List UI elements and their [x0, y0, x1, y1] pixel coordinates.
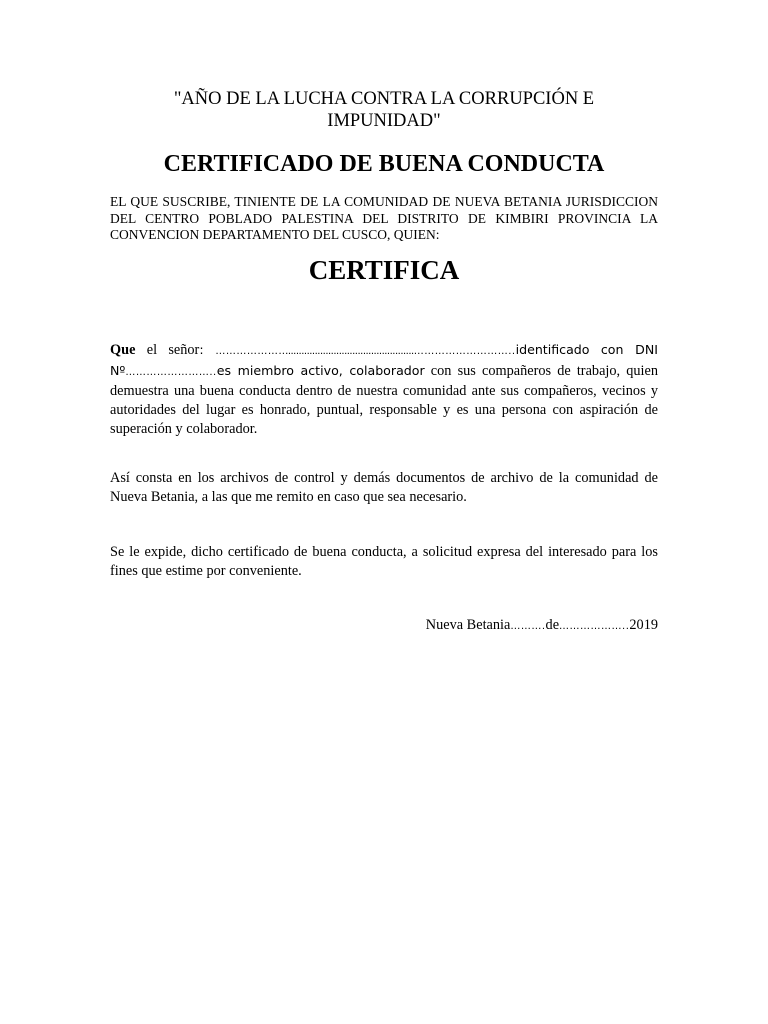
archive-paragraph: Así consta en los archivos de control y demás documentos de archivo de la comunidad de Nueva Betania, a las que me remito en caso que sea necesario. [110, 470, 658, 505]
year-motto [110, 88, 658, 132]
identificado-label: identificado [515, 342, 590, 357]
date-day-dots: ………. [510, 621, 546, 632]
senor-label: el señor [135, 342, 200, 358]
dni-label: con DNI Nº [110, 342, 659, 378]
date-year: 2019 [629, 617, 658, 633]
date-place: Nueva Betania [425, 617, 511, 633]
date-line [110, 616, 658, 636]
certifica-heading: CERTIFICA [308, 255, 460, 285]
dni-blank-dots: …………………….. [125, 367, 217, 378]
motto-line-1: "AÑO DE LA LUCHA CONTRA LA CORRUPCIÓN E [173, 89, 595, 109]
intro-paragraph: EL QUE SUSCRIBE, TINIENTE DE LA COMUNIDAD DE NUEVA BETANIA JURISDICCION DEL CENTRO POBLADO PALESTINA DEL DISTRITO DE KIMBIRI PROVINCIA LA CONVENCION DEPARTAMENTO DEL CUSCO, QUIEN: [110, 194, 658, 242]
paragraph-lead-word: Que [110, 342, 136, 358]
name-blank-dots-a: ……………… [215, 346, 279, 357]
paragraph-body: con sus compañeros de trabajo, quien demuestra una buena conducta dentro de nuestra comunidad ante sus compañeros, vecinos y autoridades del lugar es honrado, puntual, responsable y es una persona con aspiración de superación y colaborador. [110, 363, 659, 437]
member-text: es miembro activo, colaborador [216, 363, 425, 378]
name-blank-dots-b: …............................................... [278, 346, 414, 357]
date-de: de [545, 617, 560, 633]
colon: : [199, 342, 216, 357]
document-title: CERTIFICADO DE BUENA CONDUCTA [163, 151, 605, 177]
date-month-dots: ……………….. [559, 621, 630, 632]
certification-paragraph [110, 340, 658, 439]
motto-line-2: IMPUNIDAD" [327, 111, 441, 131]
name-blank-dots-c: ……………………….. [413, 346, 516, 357]
issuance-paragraph: Se le expide, dicho certificado de buena conducta, a solicitud expresa del interesado para los fines que estime por conveniente. [110, 544, 658, 579]
